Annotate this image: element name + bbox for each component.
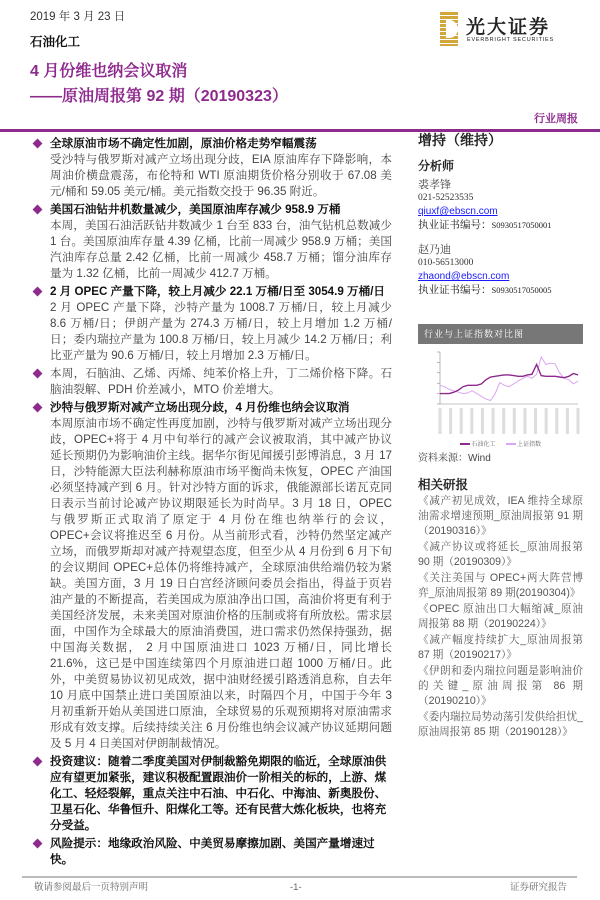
page-number: -1- [290,882,302,893]
main-content [30,136,392,870]
sidebar [418,131,583,740]
x-tick-label [492,408,495,434]
section-body: 2 月 OPEC 产量下降，沙特产量为 1008.7 万桶/日，较上月减少 8.6 万桶/日；伊朗产量为 274.3 万桶/日，较上月增加 1.2 万桶/日；委内瑞拉产量为 100.8 万桶/日，较上月减少 14.2 万桶/日；利比亚产量为 90.6 万桶/日，较上月增加 2.3 万桶/日。 [50,301,392,362]
analyst-label: 分析师 [418,159,455,173]
cert-number: S0930517050005 [491,285,552,295]
section-heading: 投资建议：随着二季度美国对伊制裁豁免期限的临近，全球原油供应有望更加紧张，建议积极配置跟油价一阶相关的标的，上游、煤化工、轻烃裂解，重点关注中石油、中石化、中海油、新奥股份、卫星石化、华鲁恒升、阳煤化工等。还有民营大炼化板块，也将充分受益。 [50,755,387,832]
x-tick-label [502,408,505,434]
analyst-email-link[interactable]: qiuxf@ebscn.com [418,206,498,217]
footer-label: 证券研究报告 [510,882,568,893]
analyst-cert [418,218,583,233]
legend-label: 上证指数 [517,442,542,448]
diamond-bullet-icon [33,139,43,149]
chart-source: 资料来源：Wind [418,453,491,464]
related-report-link[interactable]: 《减产协议或将延长_原油周报第 90 期（20190309）》 [418,541,583,568]
diamond-bullet-icon [33,369,43,379]
section-body: 本周，石脑油、乙烯、丙烯、纯苯价格上升，丁二烯价格下降。石脑油裂解、PDH 价差减小，MTO 价差增大。 [50,367,392,396]
analyst-name: 裘孝锋 [418,179,451,191]
bullet-section [30,366,392,398]
legend-item [506,441,542,449]
x-tick-label [481,408,484,434]
legend-swatch [460,443,470,445]
comparison-chart [418,344,583,449]
logo-mark-icon [440,12,458,46]
section-body: 受沙特与俄罗斯对减产立场出现分歧，EIA 原油库存下降影响，本周油价横盘震荡，布伦特和 WTI 原油期货价格分别收于 67.08 美元/桶和 59.05 美元/桶。美元指数交投于 96.35 附近。 [50,153,392,198]
footer-divider [22,876,402,878]
analyst [418,243,583,298]
report-subtitle: ——原油周报第 92 期（20190323） [30,88,288,105]
section-heading: 沙特与俄罗斯对减产立场出现分歧，4 月份维也纳会议取消 [50,401,350,414]
x-tick-label [577,408,580,434]
analyst-phone: 010-56513000 [418,258,474,268]
cert-label: 执业证书编号： [418,219,492,231]
section-heading: 美国石油钻井机数量减少，美国原油库存减少 958.9 万桶 [50,203,341,216]
diamond-bullet-icon [33,403,43,413]
x-tick-label [460,408,463,434]
x-tick-label [534,408,537,434]
analyst-phone: 021-52523535 [418,193,474,203]
company-logo [440,12,580,48]
legend-item [460,441,496,449]
logo-cn-text: 光大证券 [466,16,551,38]
bullet-section [30,836,392,868]
section-heading: 全球原油市场不确定性加剧，原油价格走势窄幅震荡 [50,137,317,150]
analyst-email-link[interactable]: zhaond@ebscn.com [418,271,510,282]
rating: 增持（维持） [418,132,502,148]
analyst-list [418,178,583,298]
x-tick-label [513,408,516,434]
section-heading: 2 月 OPEC 产量下降，较上月减少 22.1 万桶/日至 3054.9 万桶/日 [50,285,386,298]
bullet-section [30,284,392,364]
section-gap [30,868,392,870]
x-tick-label [470,408,473,434]
x-tick-label [555,408,558,434]
chart-legend [418,441,583,449]
diamond-bullet-icon [33,757,43,767]
cert-number: S0930517050001 [491,220,552,230]
related-report-link[interactable]: 《伊朗和委内瑞拉问题是影响油价的关键_原油周报第 86 期（20190210）》 [418,665,583,707]
related-report-link[interactable]: 《关注美国与 OPEC+两大阵营博弈_原油周报第 89 期(20190304)》 [418,572,583,599]
diamond-bullet-icon [33,205,43,215]
related-report-link[interactable]: 《减产幅度持续扩大_原油周报第 87 期（20190217）》 [418,634,583,661]
footer-divider [402,876,577,878]
bullet-section [30,202,392,282]
related-reports-title: 相关研报 [418,478,469,492]
section-body: 本周原油市场不确定性再度加剧，沙特与俄罗斯对减产立场出现分歧，OPEC+将于 4 月中旬举行的减产会议被取消，其中减产协议延长预期仍为影响油价主线。据华尔街见闻援引彭博消息，3 月 17 日，沙特能源大臣法利赫称原油市场平衡尚未恢复，OPEC 产油国必须坚持减产到 6 月。针对沙特方面的诉求，俄能源部长诺瓦克同日表示当前讨论减产协议期限延长为时尚早。3 月 18 日，OPEC 与俄罗斯正式取消了原定于 4 月份在维也纳举行的会议，OPEC+会议将推迟至 6 月份。从当前形式看，沙特仍然坚定减产立场，而俄罗斯却对减产持观望态度，但至少从 4 月份到 6 月下旬的会议期间 OPEC+总体仍将维持减产，全球原油供给端仍较为紧缺。美国方面，3 月 19 日白宫经济顾问委员会指出，得益于页岩油产量的不断提高，若美国成为原油净出口国，高油价将更有利于美国经济发展，未来美国对原油价格的压制或将有所放松。需求层面，中国作为全球最大的原油消费国，进口需求仍然保持强劲，据中国海关数据， 2 月中国原油进口 1023 万桶/日，同比增长 21.6%，这已是中国连续第四个月原油进口超 1000 万桶/日。此外，中美贸易协议初见成效，据中油财经援引路透消息称，自去年 10 月底中国禁止进口美国原油以来，时隔四个月，中国于今年 3 月初重新开始从美国进口原油，全球贸易的乐观预期将对原油需求形成有效支撑。后续持续关注 6 月份维也纳会议减产协议延期问题及 5 月 4 日美国对伊朗制裁情况。 [50,417,392,750]
logo-en-text: EVERBRIGHT SECURITIES [467,37,554,43]
related-report-link[interactable]: 《减产初见成效，IEA 维持全球原油需求增速预期_原油周报第 91 期（20190316）》 [418,495,583,537]
x-tick-label [545,408,548,434]
analyst [418,178,583,233]
diamond-bullet-icon [33,839,43,849]
x-tick-label [449,408,452,434]
chart-title: 行业与上证指数对比图 [418,324,583,344]
x-tick-label [566,408,569,434]
sector-label: 石油化工 [30,35,81,49]
report-type: 行业周报 [534,113,578,125]
related-report-link[interactable]: 《委内瑞拉局势动荡引发供给担忧_原油周报第 85 期（20190128）》 [418,711,583,738]
bullet-section [30,400,392,752]
report-title: 4 月份维也纳会议取消 [30,63,188,80]
analyst-cert [418,283,583,298]
section-body: 本周，美国石油活跃钻井数减少 1 台至 833 台，油气钻机总数减少 1 台。美国原油库存量 4.39 亿桶，比前一周减少 958.9 万桶；美国汽油库存总量 2.42 亿桶，比前一周减少 458.7 万桶；馏分油库存量为 1.32 亿桶，比前一周减少 412.7 万桶。 [50,219,392,280]
legend-swatch [506,443,516,445]
diamond-bullet-icon [33,287,43,297]
report-date: 2019 年 3 月 23 日 [30,11,126,23]
footer-disclaimer: 敬请参阅最后一页特别声明 [34,882,149,893]
related-report-link[interactable]: 《OPEC 原油出口大幅缩减_原油周报第 88 期（20190224）》 [418,603,583,630]
series-line-index [440,357,578,401]
analyst-name: 赵乃迪 [418,244,451,256]
cert-label: 执业证书编号： [418,284,492,296]
bullet-section [30,136,392,200]
bullet-section [30,754,392,834]
x-tick-label [439,408,442,434]
legend-label: 石油化工 [471,442,496,448]
x-tick-label [523,408,526,434]
section-heading: 风险提示：地缘政治风险、中美贸易摩擦加剧、美国产量增速过快。 [50,837,375,866]
related-reports-list [418,494,583,740]
